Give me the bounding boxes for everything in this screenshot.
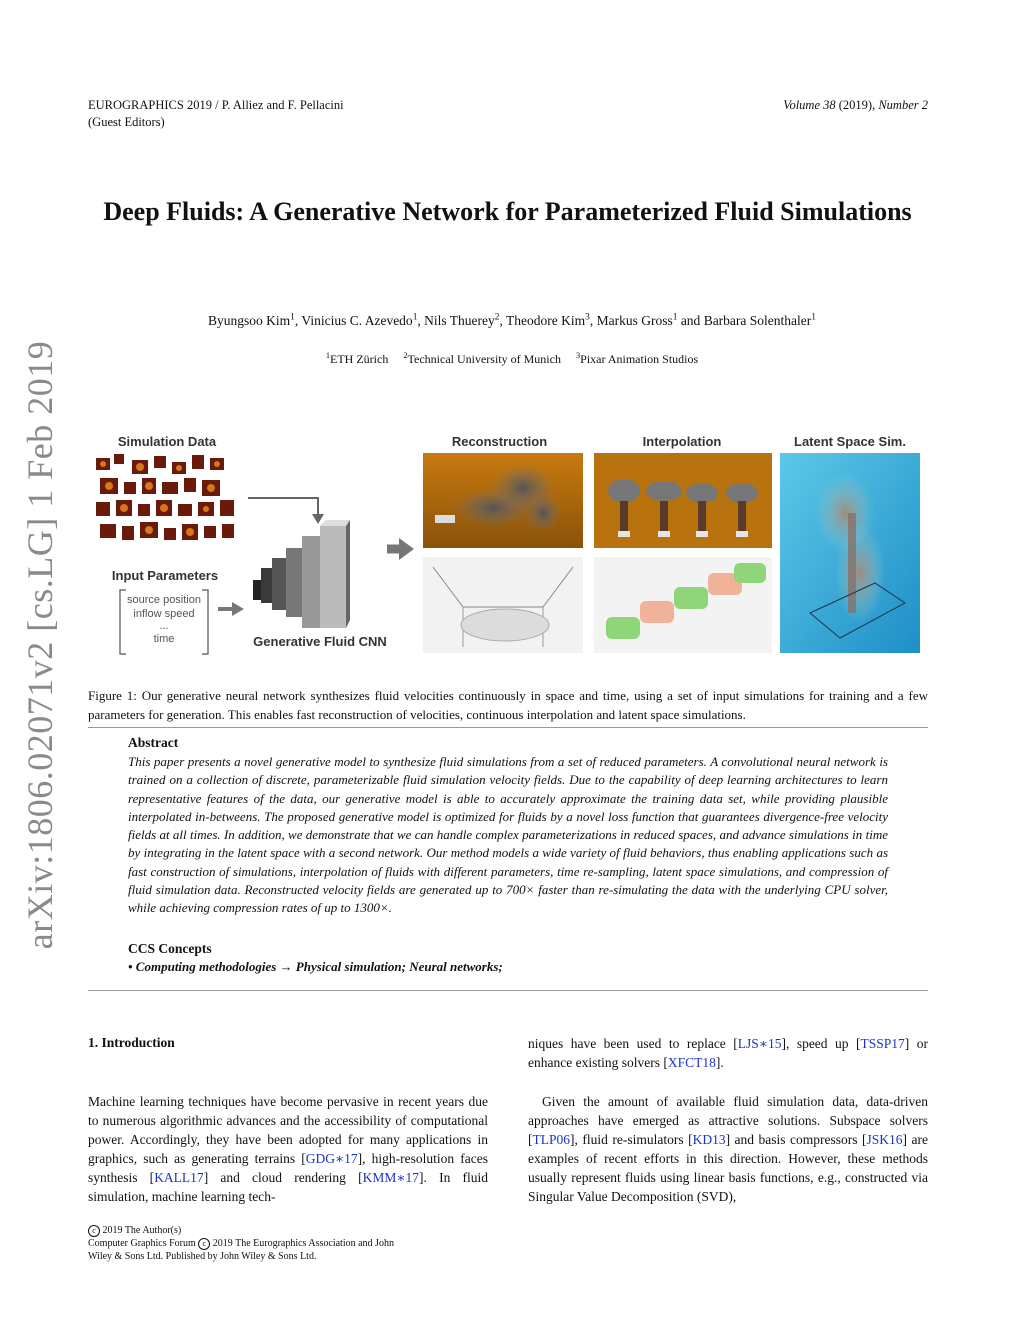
label-input-parameters: Input Parameters [111, 568, 219, 583]
affiliation-name: ETH Zürich [330, 352, 389, 366]
header-number: , Number 2 [872, 98, 928, 112]
citation-link[interactable]: JSK16 [866, 1132, 903, 1147]
citation-link[interactable]: TLP06 [532, 1132, 571, 1147]
author-name: Theodore Kim [506, 313, 586, 328]
author-name: Byungsoo Kim [208, 313, 291, 328]
author-affiliation-mark: 2 [494, 312, 500, 323]
abstract-rule [88, 990, 928, 991]
latent-space-panel [780, 453, 920, 653]
arrow-data-to-cnn-head [312, 514, 324, 524]
arrow-data-to-cnn [248, 498, 318, 516]
intro-text: Given the amount of available fluid simulation data, data-driven approaches have emerged as attractive solutions. Subspace solvers [ [528, 1094, 928, 1147]
label-interpolation: Interpolation [642, 434, 722, 449]
affiliation-name: Pixar Animation Studios [580, 352, 699, 366]
header-volume: Volume 38 [783, 98, 836, 112]
reconstruction-liquid-panel [423, 557, 583, 653]
copyright-icon: c [198, 1238, 210, 1250]
author-separator: , [499, 313, 507, 328]
author-affiliation-mark: 1 [290, 312, 295, 323]
figure-caption: Figure 1: Our generative neural network synthesizes fluid velocities continuously in space and time, using a set of input simulations for training and a few parameters for generation. This enables fast reconstruction of velocities, continuous interpolation and latent space simulations. [88, 688, 928, 722]
copyright-footer [88, 1224, 418, 1263]
footer-journal: Computer Graphics Forum [88, 1238, 196, 1249]
label-latent-space: Latent Space Sim. [794, 434, 906, 449]
author-name: Markus Gross [596, 313, 673, 328]
abstract-heading: Abstract [128, 735, 179, 750]
intro-text: ], high-resolution faces synthesis [ [88, 1151, 488, 1185]
arrow-cnn-to-output-head [399, 538, 414, 560]
header-conference: EUROGRAPHICS 2019 / P. Alliez and F. Pellacini [88, 98, 344, 112]
author-affiliation-mark: 1 [672, 312, 678, 323]
header-guest-editors: (Guest Editors) [88, 115, 165, 129]
arrow-params-to-cnn-head [232, 602, 244, 616]
caption-rule [88, 727, 928, 728]
citation-link[interactable]: GDG∗17 [305, 1151, 358, 1166]
author-affiliation-mark: 3 [585, 312, 590, 323]
author-name: Vinicius C. Azevedo [301, 313, 413, 328]
parameter-time: time [153, 633, 175, 645]
author-separator: , [417, 313, 425, 328]
cnn-blocks [253, 520, 350, 628]
intro-text: ] and basis compressors [ [725, 1132, 867, 1147]
citation-link[interactable]: XFCT18 [667, 1055, 716, 1070]
parameter-ellipsis: ... [159, 620, 169, 632]
arxiv-identifier: arXiv:1806.02071v2 [cs.LG] 1 Feb 2019 [20, 340, 60, 950]
citation-link[interactable]: KMM∗17 [362, 1170, 420, 1185]
intro-text: niques have been used to replace [ [528, 1036, 738, 1051]
intro-text: ] or enhance existing solvers [ [528, 1036, 928, 1070]
ccs-heading: CCS Concepts [128, 941, 212, 956]
label-simulation-data: Simulation Data [117, 434, 217, 449]
affiliation-name: Technical University of Munich [407, 352, 561, 366]
interpolation-liquid-panel [594, 557, 772, 653]
author-name: Nils Thuerey [424, 313, 495, 328]
author-separator: , [589, 313, 597, 328]
label-reconstruction: Reconstruction [451, 434, 548, 449]
affiliation-number: 1 [325, 351, 331, 360]
author-separator: and [677, 313, 704, 328]
reconstruction-smoke-panel [423, 453, 583, 548]
citation-link[interactable]: TSSP17 [860, 1036, 905, 1051]
header-year: (2019) [838, 98, 873, 112]
ccs-concepts: • Computing methodologies → Physical simulation; Neural networks; [128, 959, 503, 974]
author-name: Barbara Solenthaler [703, 313, 812, 328]
author-separator: , [294, 313, 302, 328]
intro-left-paragraph [88, 1092, 488, 1206]
intro-right-paragraph-2 [528, 1092, 928, 1206]
intro-text: Machine learning techniques have become pervasive in recent years due to numerous algorithmic advances and the accessibility of computational power. Accordingly, they have been adopted for many applications in graphics, such as generating terrains [ [88, 1094, 488, 1166]
intro-text: ]. In fluid simulation, machine learning tech- [88, 1170, 489, 1204]
paper-title: Deep Fluids: A Generative Network for Parameterized Fluid Simulations [103, 197, 912, 226]
interpolation-smoke-panel [594, 453, 772, 548]
citation-link[interactable]: KALL17 [154, 1170, 204, 1185]
intro-text: ] are examples of recent efforts in this direction. However, these methods usually represent fluids using linear basis functions, e.g., constructed via Singular Value Decomposition (SVD), [528, 1132, 928, 1204]
citation-link[interactable]: LJS∗15 [737, 1036, 782, 1051]
affiliation-number: 3 [575, 351, 581, 360]
copyright-icon: c [88, 1225, 100, 1237]
footer-publisher: 2019 The Eurographics Association and John Wiley & Sons Ltd. Published by John Wiley & Sons Ltd. [88, 1238, 394, 1262]
parameter-inflow-speed: inflow speed [133, 608, 195, 620]
intro-text: ] and cloud rendering [ [203, 1170, 363, 1185]
intro-text: ]. [715, 1055, 724, 1070]
intro-text: ], fluid re-simulators [ [570, 1132, 693, 1147]
author-affiliation-mark: 1 [412, 312, 418, 323]
intro-text: ], speed up [ [781, 1036, 861, 1051]
citation-link[interactable]: KD13 [692, 1132, 726, 1147]
affiliation-number: 2 [403, 351, 408, 360]
footer-author-copyright: 2019 The Author(s) [102, 1225, 182, 1236]
intro-right-paragraph-1 [528, 1034, 928, 1072]
parameter-source-position: source position [127, 594, 201, 606]
author-affiliation-mark: 1 [811, 312, 816, 323]
label-generative-cnn: Generative Fluid CNN [253, 634, 387, 649]
section-heading-introduction: 1. Introduction [88, 1035, 175, 1050]
abstract-text: This paper presents a novel generative model to synthesize fluid simulations from a set of reduced parameters. A convolutional neural network is trained on a collection of discrete, parameterizable fluid simulation velocity fields. Due to the capability of deep learning architectures to learn representative features of the data, our generative model is able to accurately approximate the training data set, while providing plausible interpolated in-betweens. The proposed generative model is optimized for fluids by a novel loss function that guarantees divergence-free velocity fields at all times. In addition, we demonstrate that we can handle complex parameterizations in reduced spaces, and advance simulations in time by integrating in the latent space with a second network. Our method models a wide variety of fluid behaviors, thus enabling applications such as fast construction of simulations, interpolation of fluids with different parameters, time re-sampling, latent space simulations, and compression of fluid simulation data. Reconstructed velocity fields are generated up to 700× faster than re-simulating the data with the underlying CPU solver, while achieving compression rates of up to 1300×. [128, 754, 888, 916]
